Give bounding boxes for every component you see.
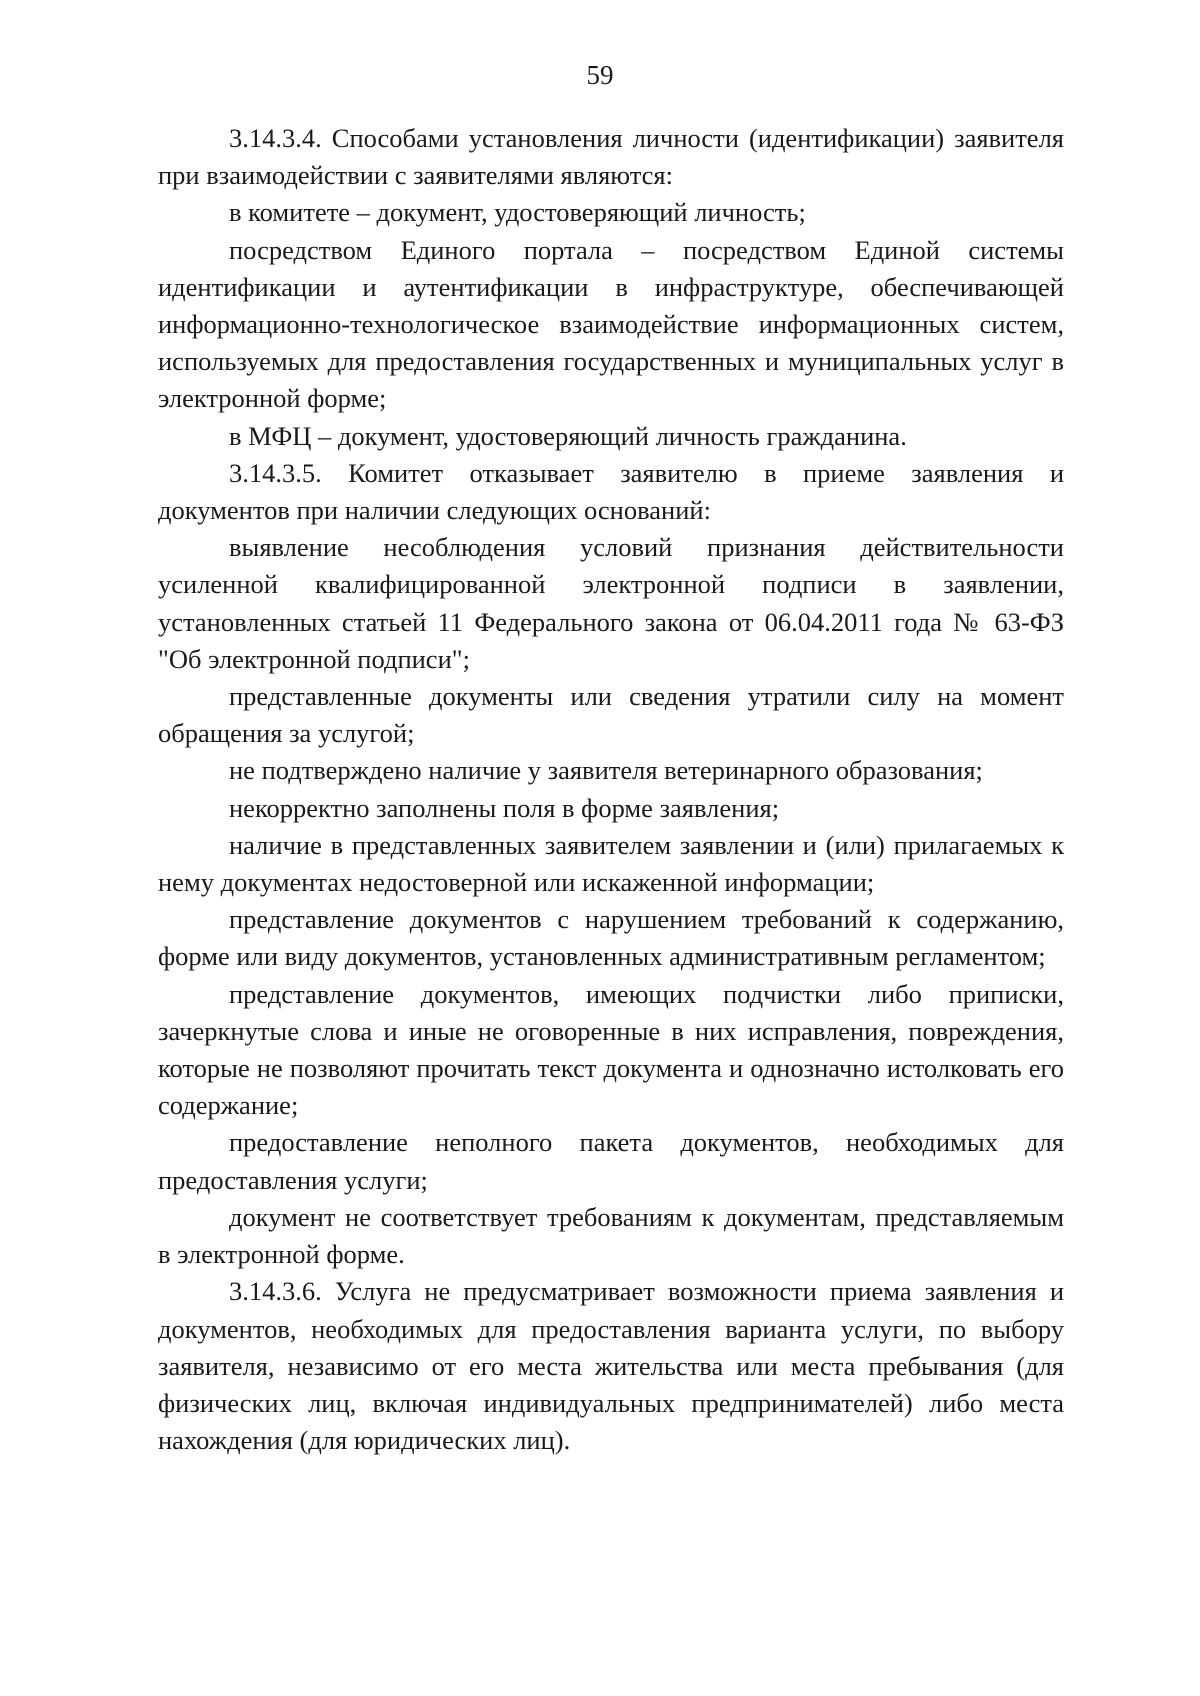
paragraph-electronic-form-mismatch: документ не соответствует требованиям к документам, представляемым в электронной форме. [158,1201,1064,1270]
paragraph-requirements-violation: представление документов с нарушением требований к содержанию, форме или виду документов, установленных административным регламентом; [158,904,1064,972]
paragraph-portal-id: посредством Единого портала – посредством Единой системы идентификации и аутентификации в инфраструктуре, обеспечивающей информационно-технологическое взаимодействие информационных систем, используемых для предоставления государственных и муниципальных услуг в электронной форме; [158,234,1064,414]
paragraph-3-14-3-4: 3.14.3.4. Способами установления личности (идентификации) заявителя при взаимодействии с заявителями являются: [158,123,1064,191]
paragraph-erasures: представление документов, имеющих подчистки либо приписки, зачеркнутые слова и иные не оговоренные в них исправления, повреждения, которые не позволяют прочитать текст документа и однозначно истолковать его содержание; [158,978,1064,1121]
paragraph-incomplete-package: предоставление неполного пакета документов, необходимых для предоставления услуги; [158,1127,1064,1195]
document-body [158,120,1064,1459]
paragraph-3-14-3-6: 3.14.3.6. Услуга не предусматривает возможности приема заявления и документов, необходимых для предоставления варианта услуги, по выбору заявителя, независимо от его места жительства или места пребывания (для физических лиц, включая индивидуальных предпринимателей) либо места нахождения (для юридических лиц). [158,1276,1064,1456]
paragraph-mfc-id: в МФЦ – документ, удостоверяющий личность гражданина. [229,420,907,451]
paragraph-false-information: наличие в представленных заявителем заявлении и (или) прилагаемых к нему документах недостоверной или искаженной информации; [158,829,1064,898]
paragraph-no-vet-education: не подтверждено наличие у заявителя ветеринарного образования; [229,755,983,786]
paragraph-3-14-3-5: 3.14.3.5. Комитет отказывает заявителю в приеме заявления и документов при наличии следующих оснований: [158,457,1064,526]
paragraph-committee-id: в комитете – документ, удостоверяющий личность; [229,197,806,228]
paragraph-fields-incorrect: некорректно заполнены поля в форме заявления; [229,792,780,823]
paragraph-documents-expired: представленные документы или сведения утратили силу на момент обращения за услугой; [158,681,1064,749]
page-number: 59 [586,60,614,90]
paragraph-signature-invalid: выявление несоблюдения условий признания действительности усиленной квалифицированной электронной подписи в заявлении, установленных статьей 11 Федерального закона от 06.04.2011 года № 63-ФЗ "Об электронной подписи"; [158,532,1064,674]
